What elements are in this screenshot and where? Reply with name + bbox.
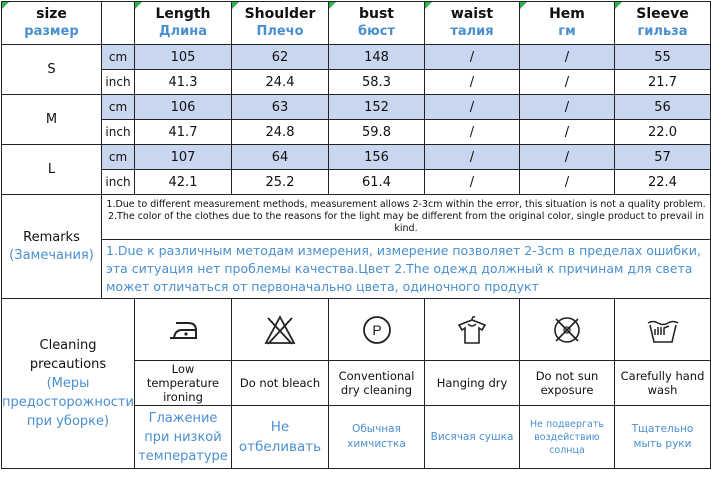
table-cell: 24.8 <box>232 120 329 145</box>
unit-cm: cm <box>102 95 135 120</box>
dry-clean-icon <box>329 299 425 361</box>
table-cell: 148 <box>329 45 425 70</box>
size-chart-table <box>1 1 711 469</box>
unit-header <box>102 2 135 45</box>
caption-ru: Не подвергать воздействию солнца <box>520 406 615 469</box>
table-cell: 58.3 <box>329 70 425 95</box>
no-sun-icon <box>520 299 615 361</box>
caption-en: Do not sun exposure <box>520 361 615 406</box>
caption-en: Hanging dry <box>425 361 520 406</box>
caption-ru: Глажение при низкой температуре <box>135 406 232 469</box>
table-cell: 152 <box>329 95 425 120</box>
caption-en: Conventional dry cleaning <box>329 361 425 406</box>
unit-cm: cm <box>102 45 135 70</box>
unit-cm: cm <box>102 145 135 170</box>
caption-en: Carefully hand wash <box>615 361 711 406</box>
corner-mark <box>2 2 9 9</box>
caption-ru: Тщательно мыть руки <box>615 406 711 469</box>
bust-header: bust бюст <box>329 2 425 45</box>
table-cell: / <box>425 70 520 95</box>
table-cell: / <box>520 95 615 120</box>
table-cell: 41.3 <box>135 70 232 95</box>
table-cell: 59.8 <box>329 120 425 145</box>
size-label-m: M <box>2 95 102 145</box>
table-cell: 61.4 <box>329 170 425 195</box>
shoulder-header: Shoulder Плечо <box>232 2 329 45</box>
hem-header: Hem гм <box>520 2 615 45</box>
unit-inch: inch <box>102 120 135 145</box>
table-cell: 56 <box>615 95 711 120</box>
cleaning-label: Cleaning precautions (Меры предосторожности при уборке) <box>2 299 135 469</box>
table-cell: 42.1 <box>135 170 232 195</box>
low-iron-icon <box>135 299 232 361</box>
table-cell: 25.2 <box>232 170 329 195</box>
table-cell: / <box>520 170 615 195</box>
table-cell: 106 <box>135 95 232 120</box>
hand-wash-icon <box>615 299 711 361</box>
unit-inch: inch <box>102 70 135 95</box>
caption-en: Do not bleach <box>232 361 329 406</box>
size-label-s: S <box>2 45 102 95</box>
table-cell: / <box>425 95 520 120</box>
table-cell: / <box>520 145 615 170</box>
length-header: Length Длина <box>135 2 232 45</box>
table-cell: 24.4 <box>232 70 329 95</box>
table-cell: 64 <box>232 145 329 170</box>
caption-ru: Не отбеливать <box>232 406 329 469</box>
table-cell: / <box>425 145 520 170</box>
sleeve-header: Sleeve гильза <box>615 2 711 45</box>
table-cell: 63 <box>232 95 329 120</box>
caption-ru: Обычная химчистка <box>329 406 425 469</box>
table-cell: / <box>520 45 615 70</box>
table-cell: 41.7 <box>135 120 232 145</box>
waist-header: waist талия <box>425 2 520 45</box>
table-cell: 21.7 <box>615 70 711 95</box>
table-cell: 22.4 <box>615 170 711 195</box>
unit-inch: inch <box>102 170 135 195</box>
table-cell: / <box>425 120 520 145</box>
table-cell: 55 <box>615 45 711 70</box>
table-cell: 156 <box>329 145 425 170</box>
table-cell: / <box>520 120 615 145</box>
table-cell: 62 <box>232 45 329 70</box>
table-cell: / <box>520 70 615 95</box>
remarks-text-ru: 1.Due к различным методам измерения, измерение позволяет 2-3cm в пределах ошибки, эта ситуация нет проблемы качества.Цвет 2.The одежд должный к причинам для света может отличаться от первоначально цвета, одиночного продукт <box>102 240 711 299</box>
caption-en: Low temperature ironing <box>135 361 232 406</box>
no-bleach-icon <box>232 299 329 361</box>
size-label-l: L <box>2 145 102 195</box>
hang-dry-icon <box>425 299 520 361</box>
remarks-label: Remarks (Замечания) <box>2 195 102 299</box>
table-cell: 57 <box>615 145 711 170</box>
table-cell: 22.0 <box>615 120 711 145</box>
svg-text:P: P <box>371 321 382 338</box>
table-cell: / <box>425 45 520 70</box>
caption-ru: Висячая сушка <box>425 406 520 469</box>
size-header: size размер <box>2 2 102 45</box>
table-cell: 105 <box>135 45 232 70</box>
table-cell: / <box>425 170 520 195</box>
table-cell: 107 <box>135 145 232 170</box>
remarks-text-en: 1.Due to different measurement methods, measurement allows 2-3cm within the error, this situation is not a quality problem. 2.The color of the clothes due to the reasons for the light may be different from the original color, single product to prevail in kind. <box>102 195 711 240</box>
